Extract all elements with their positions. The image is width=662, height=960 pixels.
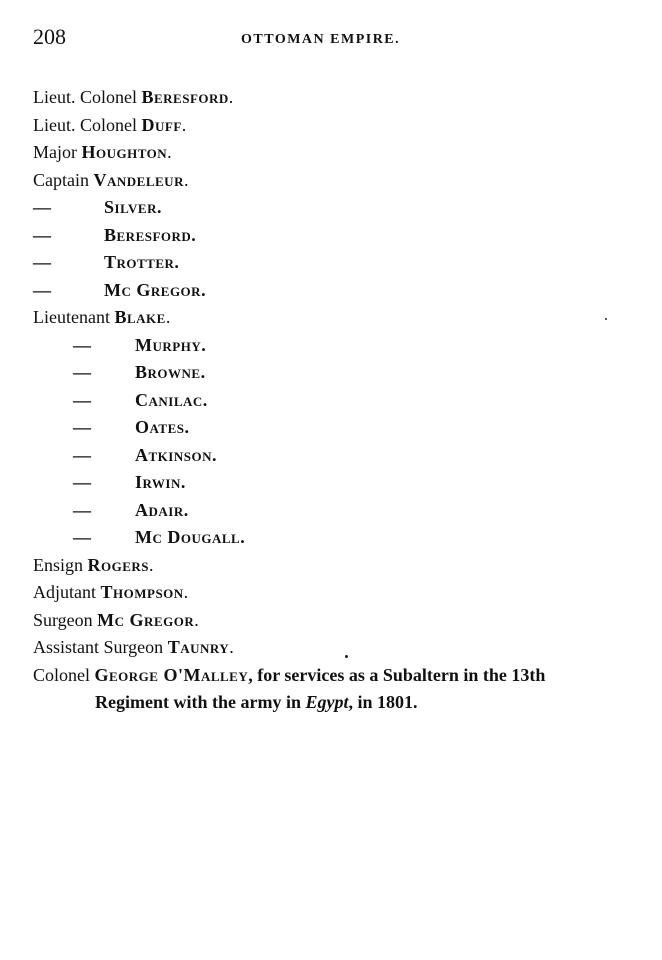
punctuation: .	[149, 554, 154, 575]
ditto-dash: —	[33, 279, 51, 300]
ditto-dash: —	[73, 389, 91, 410]
officer-name: Oates.	[135, 417, 190, 437]
running-head: OTTOMAN EMPIRE.	[241, 32, 401, 47]
rank-label: Lieut. Colonel	[33, 114, 137, 135]
rank-label: Assistant Surgeon	[33, 637, 164, 657]
officer-name: Houghton	[81, 142, 168, 162]
ditto-dash: —	[33, 224, 51, 245]
officer-name: Beresford	[141, 87, 229, 107]
officer-name: Irwin.	[135, 472, 186, 492]
list-item	[33, 469, 643, 497]
officer-name: Beresford.	[104, 224, 197, 245]
list-item	[33, 579, 643, 607]
officer-name: Canilac.	[135, 389, 208, 410]
punctuation: .	[194, 609, 199, 630]
ditto-dash: —	[73, 362, 91, 382]
officer-name: Atkinson.	[135, 444, 217, 465]
place-name: Egypt	[305, 692, 349, 712]
officer-name: Taunry	[167, 637, 230, 657]
officer-name: Vandeleur	[93, 169, 184, 190]
list-item	[33, 332, 643, 360]
rank-label: Surgeon	[33, 609, 93, 630]
punctuation: .	[228, 87, 234, 107]
rank-label: Ensign	[33, 554, 84, 575]
punctuation: .	[167, 142, 172, 162]
list-item	[33, 607, 643, 635]
ditto-dash: —	[73, 527, 91, 547]
ditto-dash: —	[33, 252, 51, 272]
officer-name: Rogers	[87, 554, 150, 575]
ditto-dash: —	[73, 334, 91, 355]
rank-label: Lieutenant	[33, 307, 110, 327]
list-item	[33, 552, 643, 580]
officer-name: Duff	[141, 114, 182, 135]
list-item	[33, 167, 643, 195]
punctuation: .	[183, 582, 189, 602]
ditto-dash: —	[33, 197, 51, 217]
officer-name: Mc Gregor	[97, 609, 195, 630]
print-speck	[605, 318, 607, 320]
officer-name: Blake	[114, 307, 166, 327]
list-item	[33, 634, 643, 662]
punctuation: .	[183, 169, 189, 190]
officer-name: Adair.	[135, 499, 189, 520]
list-item	[33, 139, 643, 167]
officer-name: Murphy.	[135, 334, 207, 355]
citation-text: , in 1801.	[348, 692, 418, 712]
punctuation: .	[165, 307, 171, 327]
rank-label: Major	[33, 142, 77, 162]
officer-name: Mc Gregor.	[104, 279, 207, 300]
final-entry-line-2	[33, 689, 643, 717]
ditto-dash: —	[73, 499, 91, 520]
rank-label: Adjutant	[33, 582, 96, 602]
print-speck	[345, 655, 348, 658]
list-item	[33, 442, 643, 470]
final-entry-line-1	[33, 662, 643, 690]
officer-name: Thompson	[100, 582, 184, 602]
list-item	[33, 249, 643, 277]
punctuation: .	[229, 637, 234, 657]
officer-name: Browne.	[135, 362, 206, 382]
list-item	[33, 387, 643, 415]
ditto-dash: —	[73, 444, 91, 465]
list-item	[33, 497, 643, 525]
page-header	[33, 24, 633, 54]
rank-label: Lieut. Colonel	[33, 87, 137, 107]
list-item	[33, 304, 643, 332]
punctuation: .	[181, 114, 187, 135]
rank-label: Captain	[33, 169, 89, 190]
list-item	[33, 359, 643, 387]
list-item	[33, 222, 643, 250]
list-item	[33, 524, 643, 552]
list-item	[33, 414, 643, 442]
officer-name: Trotter.	[104, 252, 180, 272]
officer-name: Silver.	[104, 197, 162, 217]
list-item	[33, 112, 643, 140]
list-item	[33, 84, 643, 112]
list-item	[33, 194, 643, 222]
ditto-dash: —	[73, 472, 91, 492]
page-number: 208	[33, 24, 66, 49]
ditto-dash: —	[73, 417, 91, 437]
citation-text: Regiment with the army in	[95, 692, 306, 712]
officer-list	[33, 84, 643, 717]
officer-name: George O'Malley	[94, 664, 249, 685]
citation-text: , for services as a Subaltern in the 13th	[248, 664, 546, 685]
officer-name: Mc Dougall.	[135, 527, 246, 547]
rank-label: Colonel	[33, 664, 90, 685]
list-item	[33, 277, 643, 305]
